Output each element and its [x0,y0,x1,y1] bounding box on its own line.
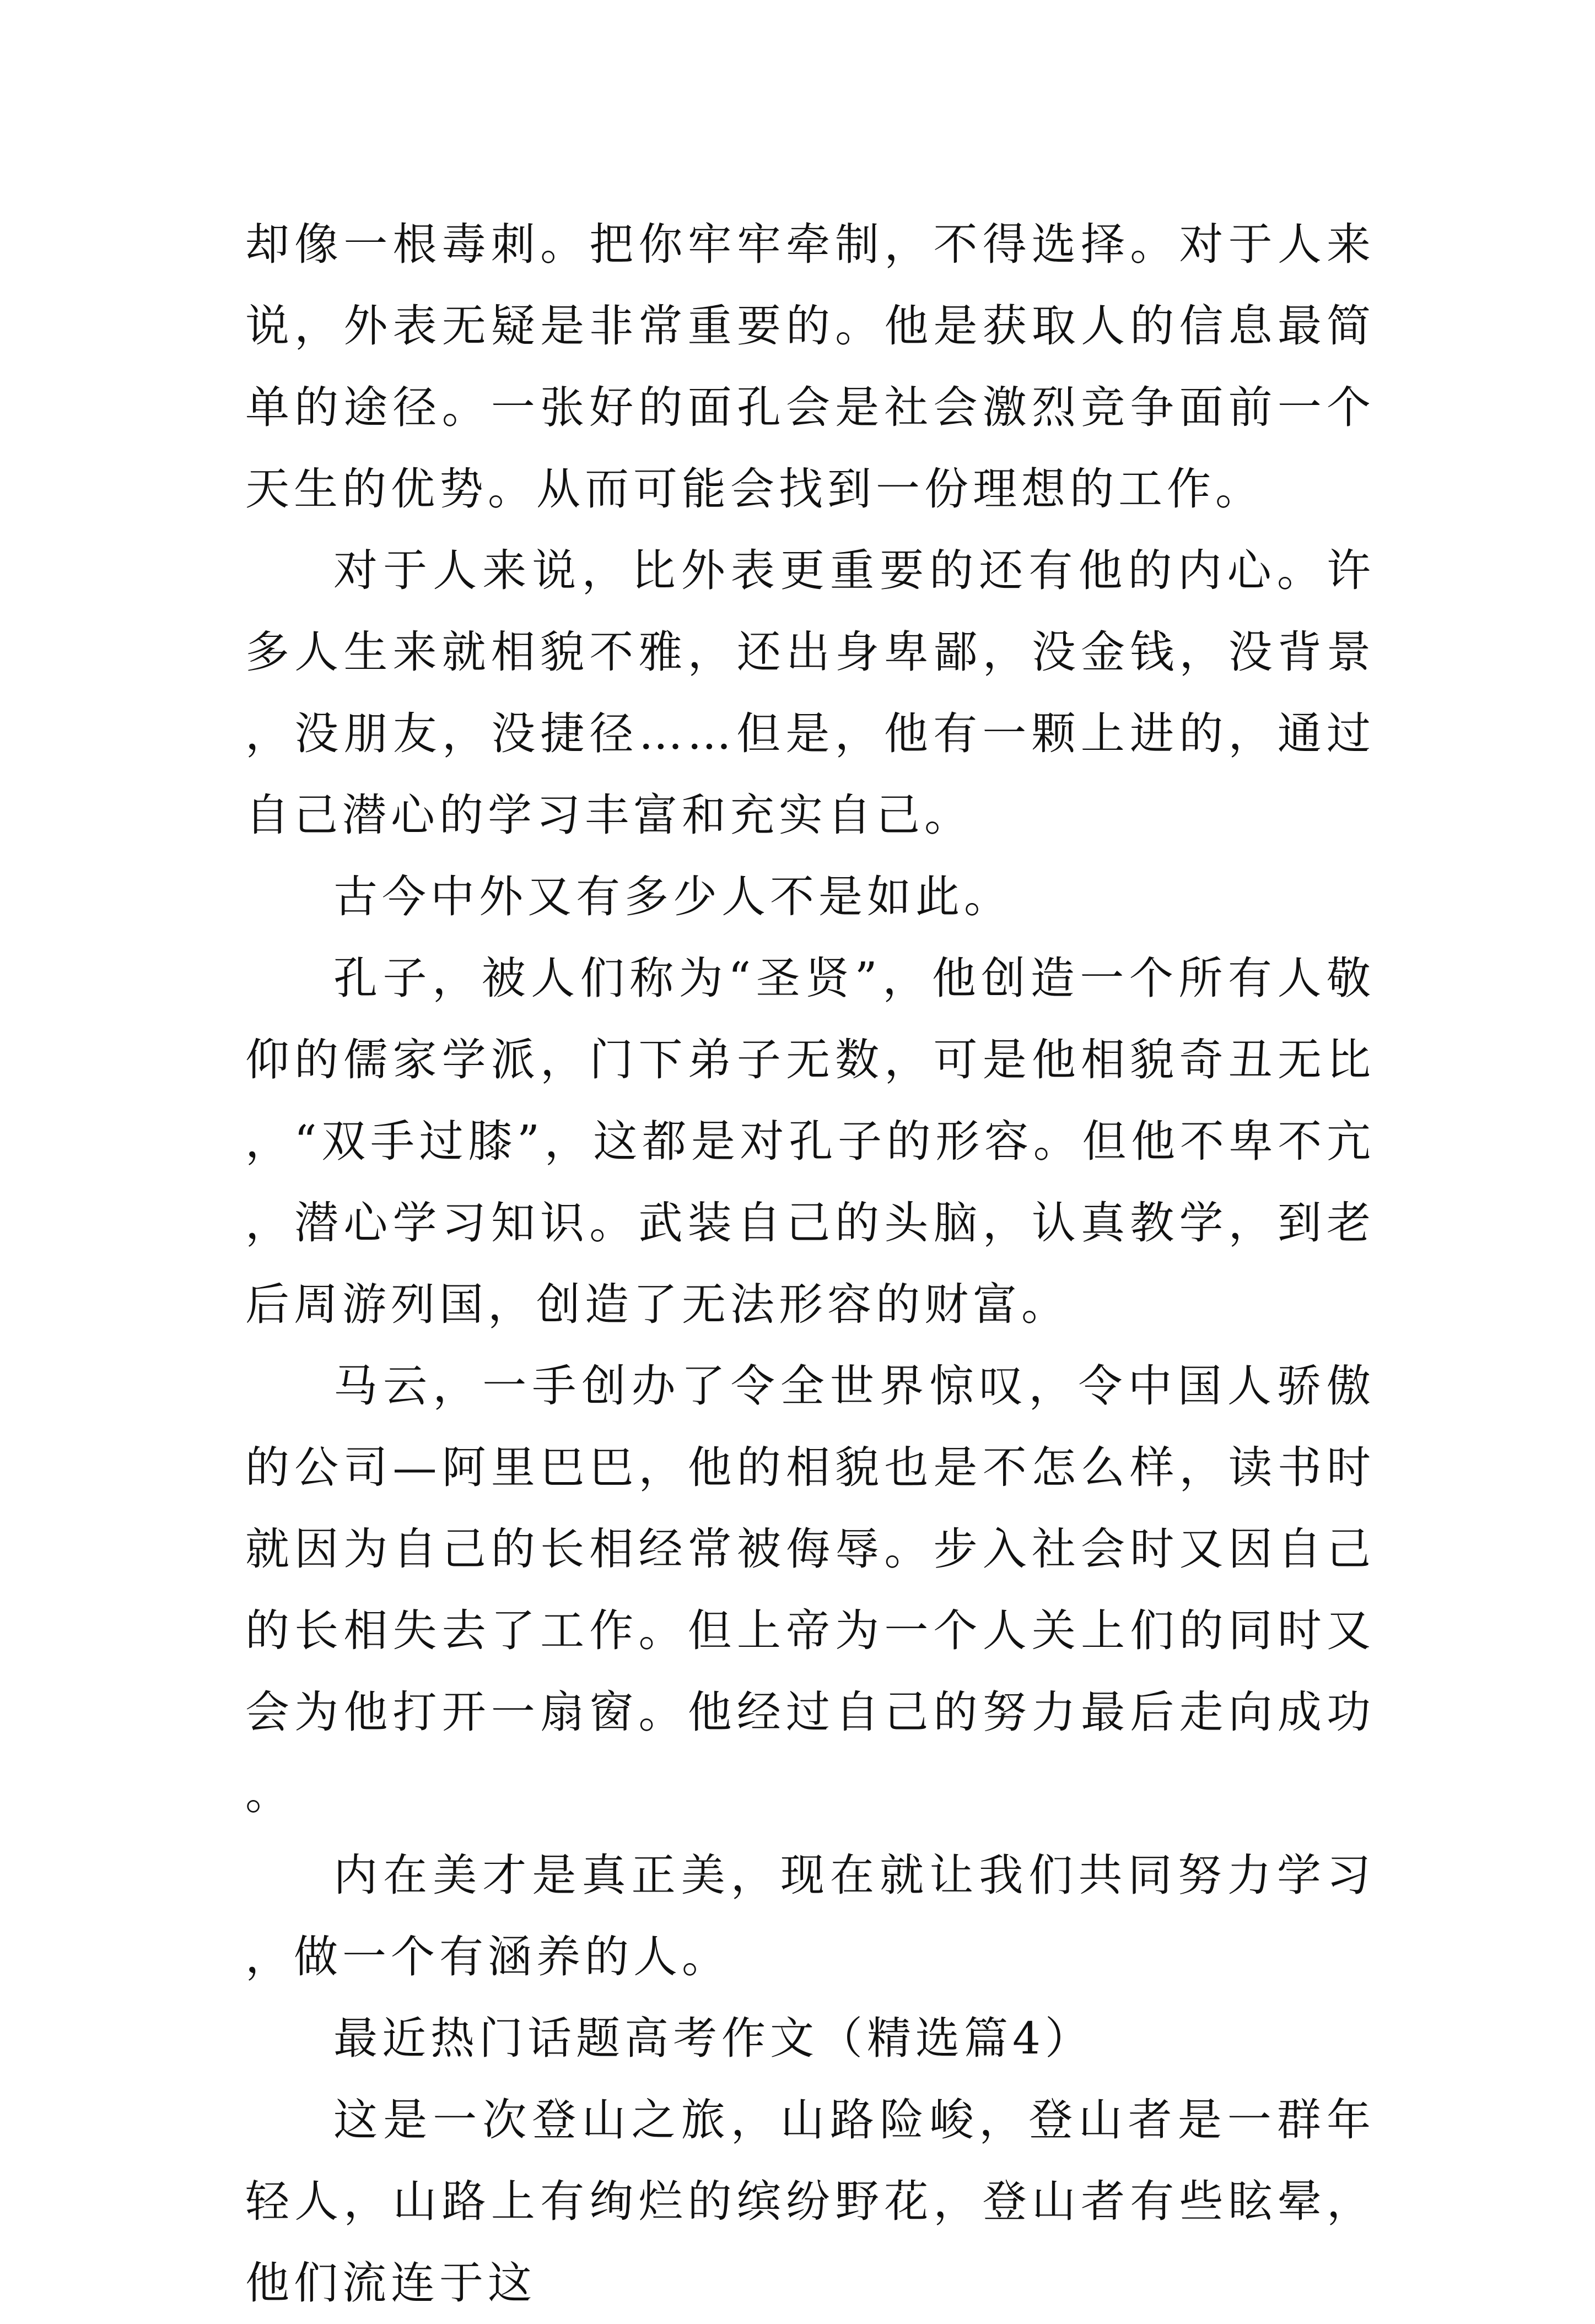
section-heading: 最近热门话题高考作文（精选篇4） [333,2013,1093,2064]
paragraph-ma-yun: 马云，一手创办了令全世界惊叹，令中国人骄傲的公司—阿里巴巴，他的相貌也是不怎么样，读书时就因为自己的长相经常被侮辱。步入社会时又因自己的长相失去了工作。但上帝为一个人关上们的同时又会为他打开一扇窗。他经过自己的努力最后走向成功。 [245,1360,1375,1819]
paragraph-ancient-modern: 古今中外又有多少人不是如此。 [333,871,1012,922]
paragraph-conclusion: 内在美才是真正美，现在就让我们共同努力学习，做一个有涵养的人。 [245,1850,1375,1982]
paragraph-confucius: 孔子，被人们称为“圣贤”，他创造一个所有人敬仰的儒家学派，门下弟子无数，可是他相貌奇丑无比，“双手过膝”，这都是对孔子的形容。但他不卑不亢，潜心学习知识。武装自己的头脑，认真教学，到老后周游列国，创造了无法形容的财富。 [245,953,1375,1330]
paragraph-inner-heart: 对于人来说，比外表更重要的还有他的内心。许多人生来就相貌不雅，还出身卑鄙，没金钱，没背景，没朋友，没捷径……但是，他有一颗上进的，通过自己潜心的学习丰富和充实自己。 [245,545,1375,841]
document-page [245,204,1375,2324]
paragraph-mountain-trip: 这是一次登山之旅，山路险峻，登山者是一群年轻人，山路上有绚烂的缤纷野花，登山者有些眩晕，他们流连于这 [245,2094,1375,2309]
paragraph-continuation: 却像一根毒刺。把你牢牢牵制，不得选择。对于人来说，外表无疑是非常重要的。他是获取人的信息最简单的途径。一张好的面孔会是社会激烈竞争面前一个天生的优势。从而可能会找到一份理想的工作。 [245,219,1375,515]
